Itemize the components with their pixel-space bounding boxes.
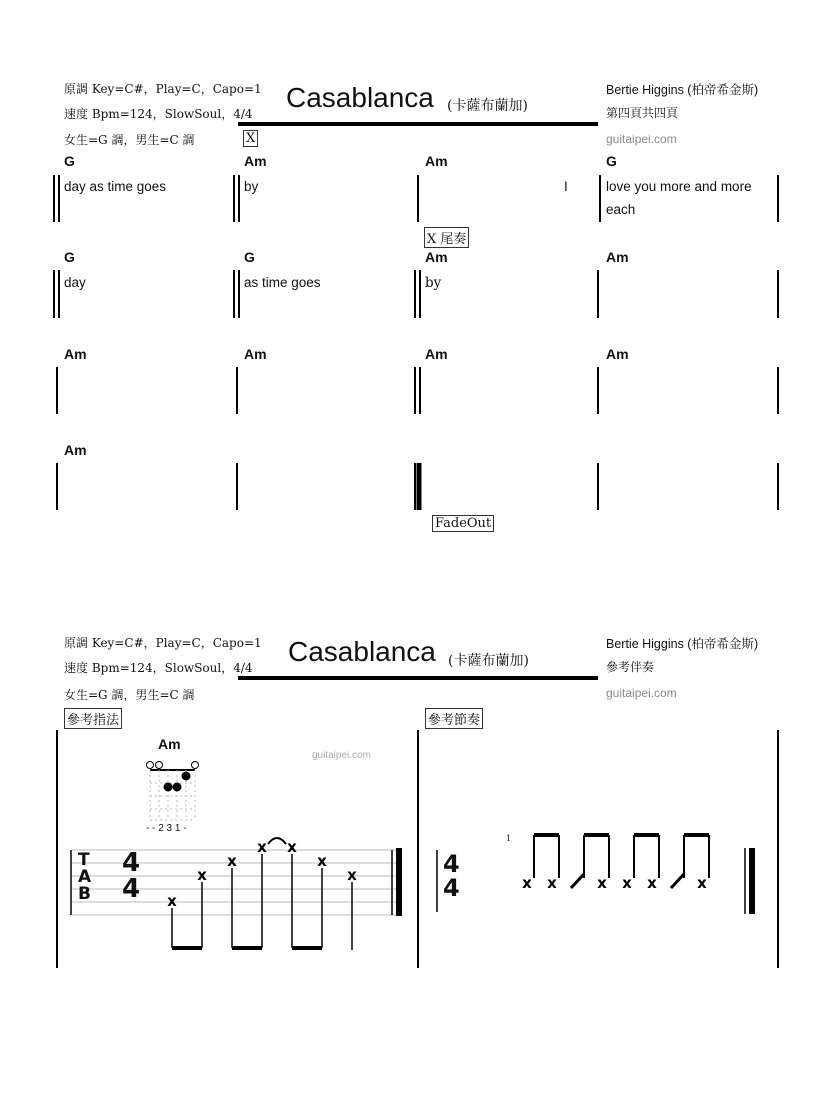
chord: Am — [606, 249, 629, 265]
chord: G — [64, 153, 75, 169]
time-sig-top: 4 — [443, 850, 460, 878]
lyric: by — [244, 179, 259, 194]
outro-mark: X 尾奏 — [424, 227, 469, 248]
song-subtitle: (卡薩布蘭加) — [448, 653, 529, 669]
chord: Am — [425, 346, 448, 362]
time-sig-bottom: 4 — [122, 874, 141, 904]
chord: Am — [425, 249, 448, 265]
vocal-info: 女生=G 調，男生=C 調 — [64, 133, 195, 147]
time-sig-top: 4 — [122, 848, 141, 878]
watermark: guitaipei.com — [312, 750, 371, 761]
svg-text:x: x — [227, 852, 237, 870]
lyric: day — [64, 275, 86, 290]
svg-text:x: x — [347, 866, 357, 884]
time-sig-bottom: 4 — [443, 874, 460, 902]
fadeout-mark: FadeOut — [432, 515, 494, 532]
lyric: I — [564, 179, 568, 194]
chord-diagram-name: Am — [158, 736, 181, 752]
chord: Am — [244, 346, 267, 362]
rhythm-label: 參考節奏 — [425, 708, 483, 729]
svg-text:x: x — [317, 852, 327, 870]
key-info: 原調 Key=C#，Play=C，Capo=1 — [64, 636, 262, 650]
chord-fingers: - - 2 3 1 - — [146, 823, 187, 834]
svg-text:x: x — [522, 874, 532, 892]
tempo-info: 速度 Bpm=124，SlowSoul，4/4 — [64, 107, 253, 121]
rhythm-marker: 1 — [506, 834, 512, 843]
chord: G — [244, 249, 255, 265]
svg-text:x: x — [257, 838, 267, 856]
page-info: 參考伴奏 — [606, 660, 655, 674]
svg-text:x: x — [547, 874, 557, 892]
tab-clef — [78, 852, 91, 903]
song-subtitle: (卡薩布蘭加) — [447, 98, 528, 114]
tab-time-signature — [122, 850, 140, 902]
fingering-label: 參考指法 — [64, 708, 122, 729]
lyric: each — [606, 202, 636, 217]
barlines — [54, 175, 778, 968]
site-link[interactable]: guitaipei.com — [606, 686, 677, 700]
chord: Am — [425, 153, 448, 169]
chord: Am — [64, 346, 87, 362]
tab-letter: A — [78, 867, 92, 887]
lyric: love you more and more — [606, 179, 752, 194]
tempo-info: 速度 Bpm=124，SlowSoul，4/4 — [64, 661, 253, 675]
artist: Bertie Higgins (柏帝希金斯) — [606, 637, 759, 651]
vocal-info: 女生=G 調，男生=C 調 — [64, 688, 195, 702]
tab-letter: B — [78, 884, 91, 904]
chord: Am — [244, 153, 267, 169]
site-link[interactable]: guitaipei.com — [606, 132, 677, 146]
chord: G — [606, 153, 617, 169]
tab-letter: T — [78, 850, 90, 870]
svg-text:x: x — [622, 874, 632, 892]
artist: Bertie Higgins (柏帝希金斯) — [606, 83, 759, 97]
song-title: Casablanca — [288, 636, 436, 667]
svg-text:x: x — [197, 866, 207, 884]
svg-text:x: x — [597, 874, 607, 892]
svg-text:x: x — [697, 874, 707, 892]
chord-diagram-am — [147, 762, 199, 821]
lyric: by — [425, 275, 442, 291]
svg-text:x: x — [287, 838, 297, 856]
key-info: 原調 Key=C#，Play=C，Capo=1 — [64, 82, 262, 96]
song-title: Casablanca — [286, 82, 434, 113]
chord: Am — [64, 442, 87, 458]
chord: Am — [606, 346, 629, 362]
svg-text:x: x — [167, 892, 177, 910]
rhythm-time-signature — [443, 852, 460, 900]
lyric: day as time goes — [64, 179, 167, 194]
svg-text:x: x — [647, 874, 657, 892]
page-info: 第四頁共四頁 — [606, 106, 679, 120]
lyric: as time goes — [244, 275, 321, 290]
section-mark: X — [243, 130, 258, 147]
chord: G — [64, 249, 75, 265]
